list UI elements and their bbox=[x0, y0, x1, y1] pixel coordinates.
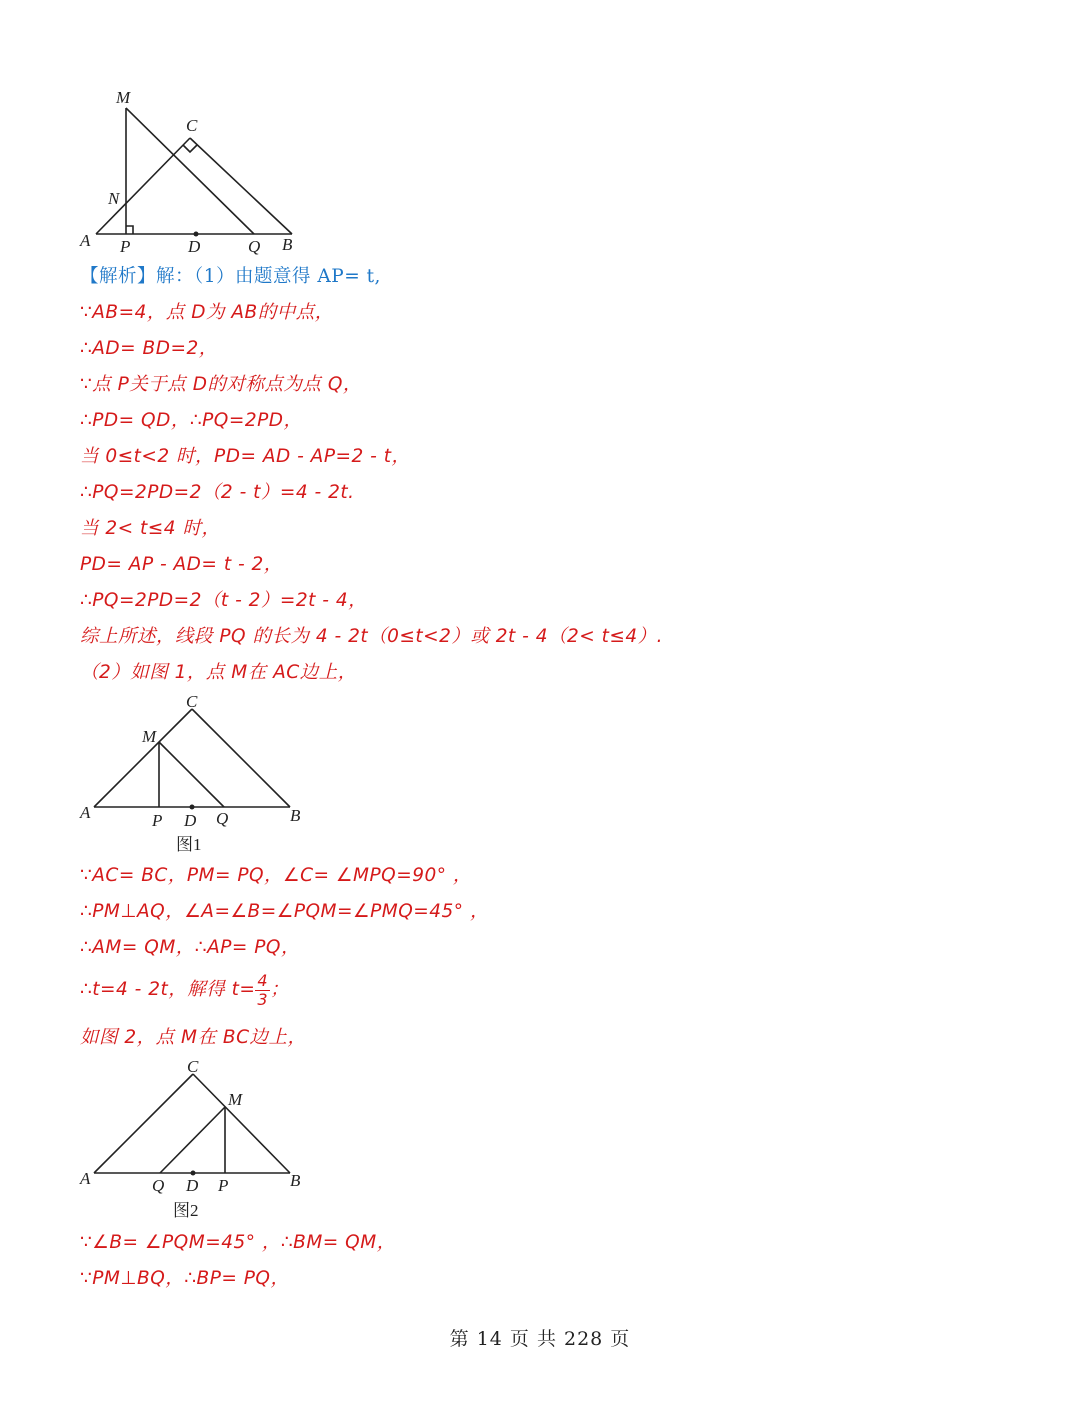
solution-line-18: ∵∠B= ∠PQM=45° ，∴BM= QM， bbox=[80, 1232, 396, 1253]
segment-cb bbox=[193, 1074, 290, 1173]
label-q: Q bbox=[216, 809, 229, 828]
solution-line-12: （2）如图 1，点 M在 AC边上， bbox=[80, 662, 357, 683]
label-m: M bbox=[116, 88, 131, 107]
solution-line-9: PD= AP - AD= t - 2， bbox=[80, 554, 283, 575]
label-c: C bbox=[187, 1057, 199, 1076]
segment-ac bbox=[94, 1074, 193, 1173]
figure-2 bbox=[70, 1055, 310, 1225]
label-p: P bbox=[120, 237, 131, 256]
figure-2-svg bbox=[70, 1055, 310, 1225]
label-p: P bbox=[152, 811, 163, 830]
solution-equation: ∴t=4 - 2t，解得 t= bbox=[80, 979, 256, 1000]
solution-line-15: ∴AM= QM，∴AP= PQ， bbox=[80, 937, 300, 958]
point-d bbox=[194, 232, 199, 237]
figure-top-svg bbox=[70, 80, 310, 260]
label-q: Q bbox=[152, 1176, 165, 1195]
label-m: M bbox=[228, 1090, 243, 1109]
solution-line-6: 当 0≤t<2 时，PD= AD - AP=2 - t， bbox=[80, 446, 411, 467]
right-angle-c bbox=[183, 145, 197, 152]
figure-1 bbox=[70, 690, 310, 860]
segment-ac bbox=[94, 709, 192, 807]
figure-2-caption: 图2 bbox=[173, 1201, 199, 1220]
solution-line-5: ∴PD= QD，∴PQ=2PD， bbox=[80, 410, 303, 431]
solution-line-19: ∵PM⊥BQ，∴BP= PQ， bbox=[80, 1268, 290, 1289]
solution-line-17: 如图 2，点 M在 BC边上， bbox=[80, 1027, 307, 1048]
label-d: D bbox=[186, 1176, 199, 1195]
label-c: C bbox=[186, 692, 198, 711]
page-footer: 第 14 页 共 228 页 bbox=[449, 1328, 631, 1350]
label-b: B bbox=[290, 1171, 301, 1190]
segment-ac bbox=[96, 138, 190, 234]
figure-1-svg bbox=[70, 690, 310, 860]
label-m: M bbox=[142, 727, 157, 746]
label-p: P bbox=[218, 1176, 229, 1195]
solution-line-7: ∴PQ=2PD=2（2 - t）=4 - 2t. bbox=[80, 482, 355, 503]
fraction-denominator: 3 bbox=[257, 989, 269, 1009]
label-a: A bbox=[80, 1169, 91, 1188]
label-q: Q bbox=[248, 237, 261, 256]
solution-line-3: ∴AD= BD=2， bbox=[80, 338, 218, 359]
segment-mq bbox=[160, 1107, 225, 1173]
analysis-tag: 【解析】 bbox=[80, 266, 157, 287]
solution-line-16 bbox=[80, 970, 289, 1010]
label-a: A bbox=[80, 231, 91, 250]
label-d: D bbox=[188, 237, 201, 256]
label-c: C bbox=[186, 116, 198, 135]
solution-line-2: ∵AB=4，点 D为 AB的中点， bbox=[80, 302, 334, 323]
label-a: A bbox=[80, 803, 91, 822]
right-angle-p bbox=[126, 226, 133, 234]
label-d: D bbox=[184, 811, 197, 830]
label-b: B bbox=[290, 806, 301, 825]
solution-line-10: ∴PQ=2PD=2（t - 2）=2t - 4， bbox=[80, 590, 368, 611]
solution-text: 解：（1）由题意得 AP= t, bbox=[156, 266, 381, 287]
solution-line-14: ∴PM⊥AQ，∠A=∠B=∠PQM=∠PMQ=45° ， bbox=[80, 901, 489, 922]
figure-1-caption: 图1 bbox=[176, 835, 202, 854]
segment-cb bbox=[192, 709, 290, 807]
solution-line-8: 当 2< t≤4 时， bbox=[80, 518, 221, 539]
solution-line-11: 综上所述，线段 PQ 的长为 4 - 2t（0≤t<2）或 2t - 4（2< t≤4）. bbox=[80, 626, 664, 647]
solution-line-4: ∵点 P关于点 D的对称点为点 Q， bbox=[80, 374, 362, 395]
label-b: B bbox=[282, 235, 293, 254]
segment-mq bbox=[159, 742, 224, 807]
fraction-numerator: 4 bbox=[257, 970, 269, 990]
solution-line-13: ∵AC= BC，PM= PQ，∠C= ∠MPQ=90° ， bbox=[80, 865, 472, 886]
point-d bbox=[190, 805, 195, 810]
point-d bbox=[191, 1171, 196, 1176]
figure-top bbox=[70, 80, 310, 260]
fraction-four-thirds bbox=[255, 972, 270, 1009]
solution-line-1 bbox=[80, 265, 381, 289]
solution-semicolon: ； bbox=[270, 979, 290, 1000]
label-n: N bbox=[108, 189, 120, 208]
